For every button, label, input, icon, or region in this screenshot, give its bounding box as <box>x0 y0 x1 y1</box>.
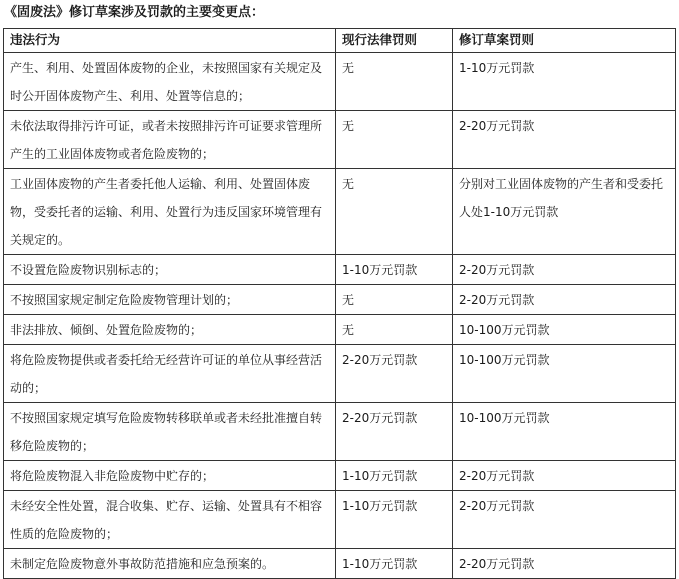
table-row <box>4 255 676 285</box>
revised-penalty-cell: 2-20万元罚款 <box>453 285 676 315</box>
revised-penalty-cell: 1-10万元罚款 <box>453 53 676 111</box>
current-penalty-cell: 1-10万元罚款 <box>336 255 453 285</box>
violation-cell: 工业固体废物的产生者委托他人运输、利用、处置固体废物，受委托者的运输、利用、处置行为违反国家环境管理有关规定的。 <box>4 169 336 255</box>
current-penalty-cell: 2-20万元罚款 <box>336 345 453 403</box>
current-penalty-cell: 无 <box>336 53 453 111</box>
violation-cell: 不按照国家规定填写危险废物转移联单或者未经批准擅自转移危险废物的； <box>4 403 336 461</box>
document-title: 《固废法》修订草案涉及罚款的主要变更点： <box>4 5 265 20</box>
current-penalty-cell: 1-10万元罚款 <box>336 461 453 491</box>
header-revised-penalty: 修订草案罚则 <box>453 29 676 53</box>
penalty-comparison-table <box>3 28 676 579</box>
header-current-penalty: 现行法律罚则 <box>336 29 453 53</box>
violation-cell: 不按照国家规定制定危险废物管理计划的； <box>4 285 336 315</box>
violation-cell: 未制定危险废物意外事故防范措施和应急预案的。 <box>4 549 336 579</box>
table-row <box>4 403 676 461</box>
revised-penalty-cell: 2-20万元罚款 <box>453 461 676 491</box>
current-penalty-cell: 无 <box>336 169 453 255</box>
table-row <box>4 549 676 579</box>
revised-penalty-cell: 10-100万元罚款 <box>453 315 676 345</box>
table-row <box>4 461 676 491</box>
revised-penalty-cell: 分别对工业固体废物的产生者和受委托人处1-10万元罚款 <box>453 169 676 255</box>
revised-penalty-cell: 2-20万元罚款 <box>453 549 676 579</box>
table-row <box>4 285 676 315</box>
table-row <box>4 53 676 111</box>
violation-cell: 将危险废物提供或者委托给无经营许可证的单位从事经营活动的； <box>4 345 336 403</box>
revised-penalty-cell: 10-100万元罚款 <box>453 345 676 403</box>
violation-cell: 未依法取得排污许可证，或者未按照排污许可证要求管理所产生的工业固体废物或者危险废物的； <box>4 111 336 169</box>
current-penalty-cell: 无 <box>336 111 453 169</box>
current-penalty-cell: 无 <box>336 315 453 345</box>
violation-cell: 非法排放、倾倒、处置危险废物的； <box>4 315 336 345</box>
current-penalty-cell: 无 <box>336 285 453 315</box>
table-row <box>4 345 676 403</box>
table-row <box>4 491 676 549</box>
current-penalty-cell: 1-10万元罚款 <box>336 491 453 549</box>
current-penalty-cell: 2-20万元罚款 <box>336 403 453 461</box>
table-header-row <box>4 29 676 53</box>
current-penalty-cell: 1-10万元罚款 <box>336 549 453 579</box>
violation-cell: 产生、利用、处置固体废物的企业，未按照国家有关规定及时公开固体废物产生、利用、处置等信息的； <box>4 53 336 111</box>
table-row <box>4 111 676 169</box>
violation-cell: 未经安全性处置，混合收集、贮存、运输、处置具有不相容性质的危险废物的； <box>4 491 336 549</box>
revised-penalty-cell: 2-20万元罚款 <box>453 491 676 549</box>
revised-penalty-cell: 10-100万元罚款 <box>453 403 676 461</box>
revised-penalty-cell: 2-20万元罚款 <box>453 111 676 169</box>
table-row <box>4 169 676 255</box>
violation-cell: 将危险废物混入非危险废物中贮存的； <box>4 461 336 491</box>
header-violation: 违法行为 <box>4 29 336 53</box>
table-row <box>4 315 676 345</box>
revised-penalty-cell: 2-20万元罚款 <box>453 255 676 285</box>
violation-cell: 不设置危险废物识别标志的； <box>4 255 336 285</box>
